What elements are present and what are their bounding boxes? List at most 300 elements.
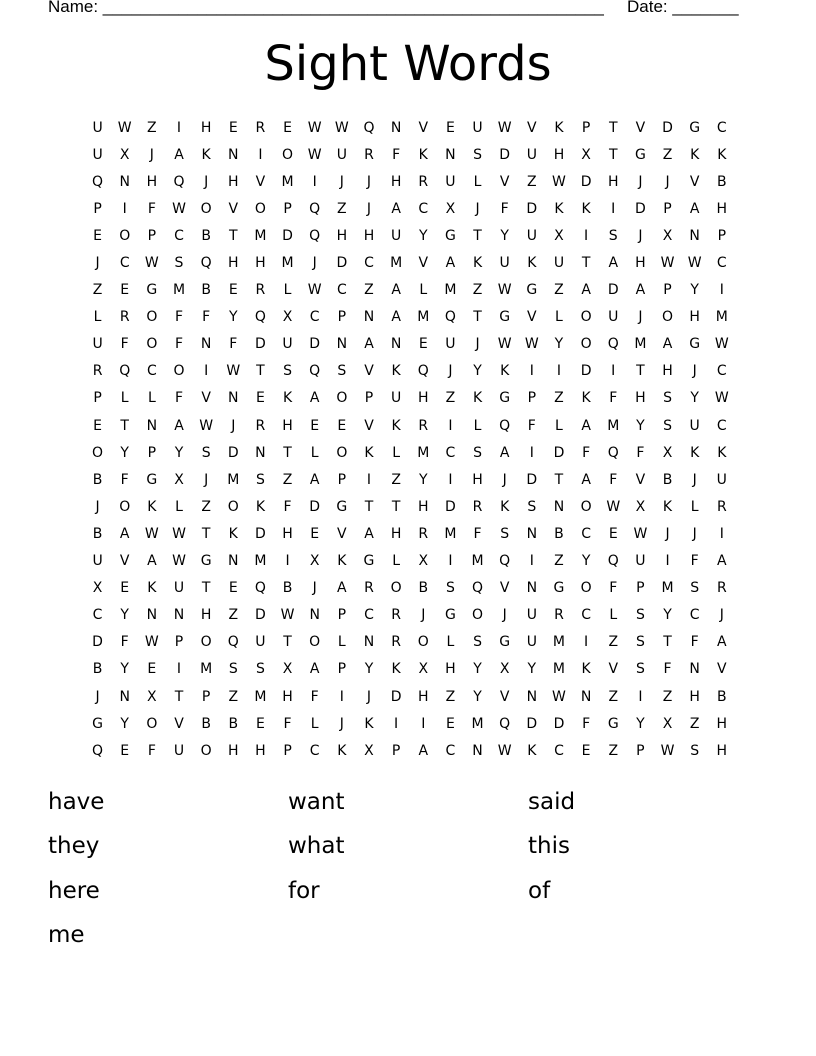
grid-letter: N	[390, 119, 402, 136]
grid-letter: W	[606, 498, 621, 515]
grid-letter: H	[363, 227, 375, 244]
grid-letter: N	[146, 417, 158, 434]
grid-letter: Y	[473, 661, 482, 678]
grid-letter: K	[717, 444, 727, 461]
grid-letter: O	[119, 498, 131, 515]
grid-letter: J	[665, 173, 670, 190]
grid-letter: N	[553, 498, 565, 515]
grid-letter: B	[554, 525, 564, 542]
grid-letter: I	[312, 173, 317, 190]
grid-letter: E	[120, 742, 130, 759]
grid-letter: C	[445, 444, 456, 461]
grid-letter: G	[607, 715, 619, 732]
grid-letter: T	[201, 580, 211, 597]
grid-letter: I	[339, 688, 344, 705]
grid-row	[84, 141, 735, 168]
grid-letter: H	[390, 525, 402, 542]
grid-letter: R	[716, 498, 727, 515]
grid-letter: A	[418, 742, 429, 759]
grid-letter: U	[390, 390, 402, 407]
grid-letter: F	[147, 742, 156, 759]
grid-letter: Z	[608, 688, 619, 705]
grid-letter: A	[309, 390, 320, 407]
grid-letter: V	[608, 661, 619, 678]
grid-letter: T	[636, 363, 645, 380]
grid-letter: I	[638, 688, 643, 705]
grid-letter: P	[717, 227, 727, 244]
grid-letter: J	[502, 607, 507, 624]
grid-letter: V	[174, 715, 184, 732]
grid-row	[84, 277, 735, 304]
grid-letter: T	[120, 417, 129, 434]
word-item: here	[48, 877, 100, 904]
grid-letter: O	[254, 200, 266, 217]
grid-letter: B	[201, 227, 211, 244]
grid-letter: V	[527, 119, 537, 136]
grid-letter: K	[662, 498, 673, 515]
grid-letter: F	[392, 146, 401, 163]
grid-letter: Y	[174, 444, 184, 461]
grid-letter: Q	[607, 444, 619, 461]
grid-letter: Z	[147, 119, 157, 136]
grid-letter: O	[580, 309, 592, 326]
name-field[interactable]: Name: _____________________________________________________	[48, 0, 604, 16]
grid-letter: M	[444, 282, 457, 299]
grid-letter: O	[662, 309, 674, 326]
grid-letter: J	[95, 498, 100, 515]
grid-letter: V	[499, 688, 510, 705]
grid-letter: M	[227, 471, 240, 488]
word-item: have	[48, 789, 105, 815]
grid-letter: W	[633, 525, 648, 542]
grid-letter: J	[366, 688, 372, 705]
grid-letter: B	[717, 688, 727, 705]
grid-letter: I	[719, 282, 724, 299]
grid-letter: B	[201, 282, 211, 299]
grid-letter: H	[282, 417, 293, 434]
grid-letter: M	[281, 173, 294, 190]
grid-letter: J	[312, 255, 317, 272]
grid-letter: O	[146, 309, 158, 326]
grid-letter: K	[554, 200, 564, 217]
grid-letter: O	[580, 498, 592, 515]
grid-letter: W	[660, 255, 675, 272]
grid-letter: Y	[690, 282, 699, 299]
grid-letter: L	[609, 607, 618, 624]
grid-letter: X	[418, 553, 429, 570]
grid-letter: O	[200, 634, 212, 651]
grid-letter: F	[690, 553, 699, 570]
grid-letter: F	[663, 661, 672, 678]
grid-letter: D	[526, 715, 538, 732]
grid-letter: W	[552, 688, 566, 705]
grid-letter: Y	[500, 227, 509, 244]
grid-letter: T	[283, 634, 292, 651]
grid-letter: W	[144, 525, 159, 542]
word-item: they	[48, 833, 100, 860]
grid-letter: P	[93, 200, 102, 217]
grid-letter: G	[336, 498, 348, 515]
grid-letter: F	[473, 525, 482, 542]
grid-letter: I	[421, 715, 426, 732]
grid-letter: L	[690, 498, 699, 515]
grid-row	[84, 222, 735, 249]
grid-letter: H	[689, 309, 700, 326]
grid-letter: D	[580, 363, 592, 380]
grid-letter: P	[337, 607, 347, 624]
grid-letter: M	[254, 227, 267, 244]
grid-letter: P	[364, 390, 374, 407]
grid-letter: N	[363, 634, 375, 651]
grid-letter: A	[608, 255, 619, 272]
grid-letter: S	[608, 227, 618, 244]
grid-letter: X	[174, 471, 184, 488]
grid-letter: V	[418, 119, 429, 136]
grid-letter: G	[444, 607, 456, 624]
grid-letter: K	[472, 390, 483, 407]
grid-letter: Q	[499, 715, 511, 732]
grid-letter: W	[172, 200, 186, 217]
grid-letter: L	[310, 715, 319, 732]
grid-letter: T	[364, 498, 374, 515]
grid-letter: E	[418, 336, 428, 353]
grid-letter: Z	[282, 471, 293, 488]
grid-letter: G	[499, 390, 511, 407]
grid-letter: S	[663, 417, 672, 434]
grid-letter: D	[526, 200, 538, 217]
grid-letter: D	[390, 688, 402, 705]
grid-letter: V	[337, 525, 347, 542]
grid-letter: Y	[418, 227, 428, 244]
grid-letter: H	[662, 363, 673, 380]
grid-letter: Y	[473, 688, 482, 705]
grid-letter: W	[497, 336, 512, 353]
grid-letter: M	[471, 715, 484, 732]
grid-letter: S	[663, 390, 672, 407]
grid-letter: F	[174, 309, 184, 326]
grid-letter: W	[144, 255, 159, 272]
grid-letter: L	[283, 282, 292, 299]
grid-letter: P	[337, 471, 347, 488]
grid-letter: E	[93, 417, 102, 434]
grid-letter: N	[526, 525, 538, 542]
grid-letter: X	[282, 661, 293, 678]
grid-letter: N	[200, 336, 212, 353]
grid-letter: A	[174, 146, 184, 163]
grid-letter: H	[146, 173, 158, 190]
grid-letter: K	[527, 742, 537, 759]
grid-letter: H	[390, 173, 402, 190]
grid-letter: D	[336, 255, 348, 272]
letter-grid	[84, 114, 735, 764]
grid-letter: F	[609, 471, 618, 488]
grid-letter: S	[527, 498, 537, 515]
grid-letter: F	[120, 471, 129, 488]
grid-row	[84, 304, 735, 331]
grid-letter: J	[502, 471, 507, 488]
grid-row	[84, 710, 735, 737]
grid-letter: Q	[417, 363, 429, 380]
grid-letter: L	[93, 309, 102, 326]
grid-letter: K	[500, 363, 510, 380]
grid-letter: T	[554, 471, 564, 488]
grid-letter: C	[364, 255, 374, 272]
grid-letter: W	[714, 390, 729, 407]
grid-letter: L	[310, 444, 319, 461]
grid-letter: G	[689, 336, 701, 353]
grid-letter: N	[309, 607, 320, 624]
grid-letter: J	[204, 173, 209, 190]
grid-letter: F	[310, 688, 319, 705]
grid-letter: P	[174, 634, 184, 651]
grid-letter: Z	[472, 282, 483, 299]
grid-letter: B	[282, 580, 293, 597]
grid-row	[84, 493, 735, 520]
grid-letter: J	[421, 607, 426, 624]
grid-letter: K	[391, 661, 401, 678]
grid-letter: U	[282, 336, 293, 353]
grid-letter: J	[95, 688, 100, 705]
grid-letter: G	[363, 553, 375, 570]
grid-letter: U	[608, 309, 619, 326]
grid-letter: W	[226, 363, 241, 380]
grid-letter: K	[690, 444, 700, 461]
grid-letter: I	[448, 471, 453, 488]
grid-letter: H	[255, 742, 266, 759]
grid-letter: C	[581, 525, 591, 542]
grid-letter: T	[201, 525, 211, 542]
grid-letter: Z	[554, 282, 564, 299]
grid-letter: M	[444, 525, 457, 542]
grid-letter: S	[255, 661, 265, 678]
grid-letter: O	[92, 444, 104, 461]
grid-letter: O	[390, 580, 402, 597]
grid-letter: U	[472, 119, 483, 136]
grid-letter: A	[445, 255, 456, 272]
grid-letter: T	[228, 227, 238, 244]
grid-letter: J	[638, 309, 643, 326]
grid-letter: I	[176, 119, 182, 136]
grid-letter: L	[147, 390, 156, 407]
grid-letter: X	[499, 661, 510, 678]
grid-row	[84, 439, 735, 466]
grid-letter: O	[336, 444, 348, 461]
grid-letter: X	[662, 715, 673, 732]
grid-letter: X	[554, 227, 564, 244]
grid-letter: K	[147, 498, 157, 515]
grid-letter: Y	[636, 715, 645, 732]
grid-letter: E	[255, 715, 265, 732]
grid-letter: M	[254, 688, 267, 705]
grid-letter: G	[92, 715, 103, 732]
grid-row	[84, 195, 735, 222]
grid-letter: D	[92, 634, 103, 651]
grid-letter: R	[418, 525, 429, 542]
grid-letter: Z	[608, 742, 619, 759]
grid-row	[84, 683, 735, 710]
grid-letter: N	[255, 444, 266, 461]
grid-row	[84, 629, 735, 656]
grid-letter: J	[719, 607, 724, 624]
grid-letter: H	[282, 688, 293, 705]
grid-letter: J	[204, 471, 209, 488]
grid-letter: G	[499, 634, 511, 651]
grid-letter: H	[635, 390, 646, 407]
grid-letter: Y	[527, 661, 537, 678]
grid-letter: M	[715, 309, 728, 326]
grid-letter: J	[149, 146, 154, 163]
grid-letter: C	[119, 255, 130, 272]
grid-letter: N	[146, 607, 158, 624]
grid-letter: B	[228, 715, 239, 732]
grid-letter: W	[497, 282, 512, 299]
grid-letter: M	[471, 553, 484, 570]
grid-letter: T	[581, 255, 591, 272]
grid-letter: S	[201, 444, 211, 461]
grid-letter: E	[228, 282, 238, 299]
grid-letter: R	[716, 580, 727, 597]
grid-letter: H	[417, 688, 429, 705]
grid-letter: M	[661, 580, 674, 597]
grid-letter: V	[635, 471, 646, 488]
grid-letter: M	[634, 336, 647, 353]
grid-letter: X	[581, 146, 591, 163]
grid-letter: S	[228, 661, 238, 678]
grid-letter: M	[607, 417, 620, 434]
grid-letter: H	[228, 173, 239, 190]
grid-letter: J	[692, 525, 697, 542]
grid-letter: W	[334, 119, 349, 136]
grid-letter: A	[581, 282, 591, 299]
grid-letter: H	[445, 661, 456, 678]
word-item: of	[528, 877, 551, 904]
grid-letter: A	[689, 200, 700, 217]
grid-letter: L	[473, 417, 482, 434]
grid-row	[84, 575, 735, 602]
grid-letter: Q	[92, 173, 104, 190]
grid-letter: C	[716, 363, 727, 380]
grid-letter: L	[446, 634, 455, 651]
grid-letter: E	[120, 580, 130, 597]
grid-letter: U	[716, 471, 727, 488]
grid-letter: I	[122, 200, 127, 217]
grid-letter: X	[635, 498, 646, 515]
grid-letter: Y	[120, 661, 129, 678]
grid-letter: N	[173, 607, 185, 624]
grid-letter: N	[119, 688, 130, 705]
grid-letter: P	[663, 282, 672, 299]
grid-row	[84, 412, 735, 439]
grid-letter: D	[553, 715, 565, 732]
grid-letter: O	[309, 634, 321, 651]
date-field[interactable]: Date: _______	[627, 0, 739, 16]
grid-letter: Z	[662, 688, 673, 705]
grid-letter: D	[309, 498, 321, 515]
grid-letter: N	[119, 173, 130, 190]
grid-letter: B	[92, 471, 103, 488]
grid-letter: K	[255, 498, 265, 515]
grid-letter: N	[526, 688, 538, 705]
grid-letter: Z	[554, 553, 564, 570]
grid-letter: Q	[444, 309, 456, 326]
grid-letter: F	[582, 715, 591, 732]
grid-letter: P	[391, 742, 401, 759]
grid-letter: Z	[689, 715, 700, 732]
grid-letter: T	[608, 146, 618, 163]
grid-letter: Y	[418, 471, 428, 488]
grid-letter: P	[636, 742, 645, 759]
grid-letter: L	[555, 417, 563, 434]
grid-letter: K	[554, 119, 564, 136]
grid-letter: F	[120, 336, 129, 353]
grid-letter: K	[201, 146, 211, 163]
grid-letter: U	[92, 336, 103, 353]
grid-letter: R	[92, 363, 103, 380]
grid-letter: K	[282, 390, 293, 407]
grid-letter: A	[309, 661, 320, 678]
grid-letter: C	[716, 417, 727, 434]
grid-letter: J	[638, 173, 643, 190]
grid-letter: P	[147, 227, 157, 244]
grid-letter: R	[391, 607, 401, 624]
grid-letter: Q	[499, 417, 511, 434]
grid-letter: K	[581, 661, 591, 678]
grid-letter: I	[556, 363, 562, 380]
grid-letter: J	[638, 227, 643, 244]
grid-letter: S	[635, 634, 645, 651]
grid-letter: H	[228, 742, 239, 759]
grid-row	[84, 602, 735, 629]
grid-letter: M	[172, 282, 186, 299]
grid-letter: C	[716, 119, 727, 136]
grid-letter: H	[200, 607, 212, 624]
grid-letter: A	[499, 444, 510, 461]
grid-letter: E	[581, 742, 591, 759]
grid-letter: F	[147, 200, 156, 217]
grid-letter: C	[92, 607, 103, 624]
grid-letter: I	[584, 227, 589, 244]
grid-letter: I	[611, 200, 616, 217]
word-item: for	[288, 877, 320, 904]
grid-letter: Z	[608, 634, 619, 651]
grid-letter: U	[445, 173, 456, 190]
grid-letter: Y	[663, 607, 672, 624]
grid-letter: A	[662, 336, 673, 353]
grid-letter: Z	[92, 282, 103, 299]
grid-letter: W	[552, 173, 566, 190]
grid-letter: R	[418, 417, 429, 434]
grid-letter: I	[584, 634, 589, 651]
grid-letter: F	[120, 634, 129, 651]
grid-letter: V	[527, 309, 537, 326]
grid-letter: O	[472, 607, 484, 624]
grid-letter: U	[173, 580, 185, 597]
grid-letter: L	[473, 173, 482, 190]
grid-letter: J	[692, 471, 697, 488]
grid-row	[84, 249, 735, 276]
grid-letter: S	[473, 444, 482, 461]
grid-letter: H	[716, 715, 728, 732]
grid-letter: F	[229, 336, 238, 353]
grid-letter: E	[255, 390, 265, 407]
grid-letter: E	[310, 525, 320, 542]
grid-letter: I	[448, 553, 453, 570]
grid-letter: F	[283, 498, 292, 515]
grid-letter: K	[472, 255, 483, 272]
grid-letter: U	[689, 417, 700, 434]
grid-letter: A	[147, 553, 157, 570]
grid-letter: F	[582, 444, 591, 461]
